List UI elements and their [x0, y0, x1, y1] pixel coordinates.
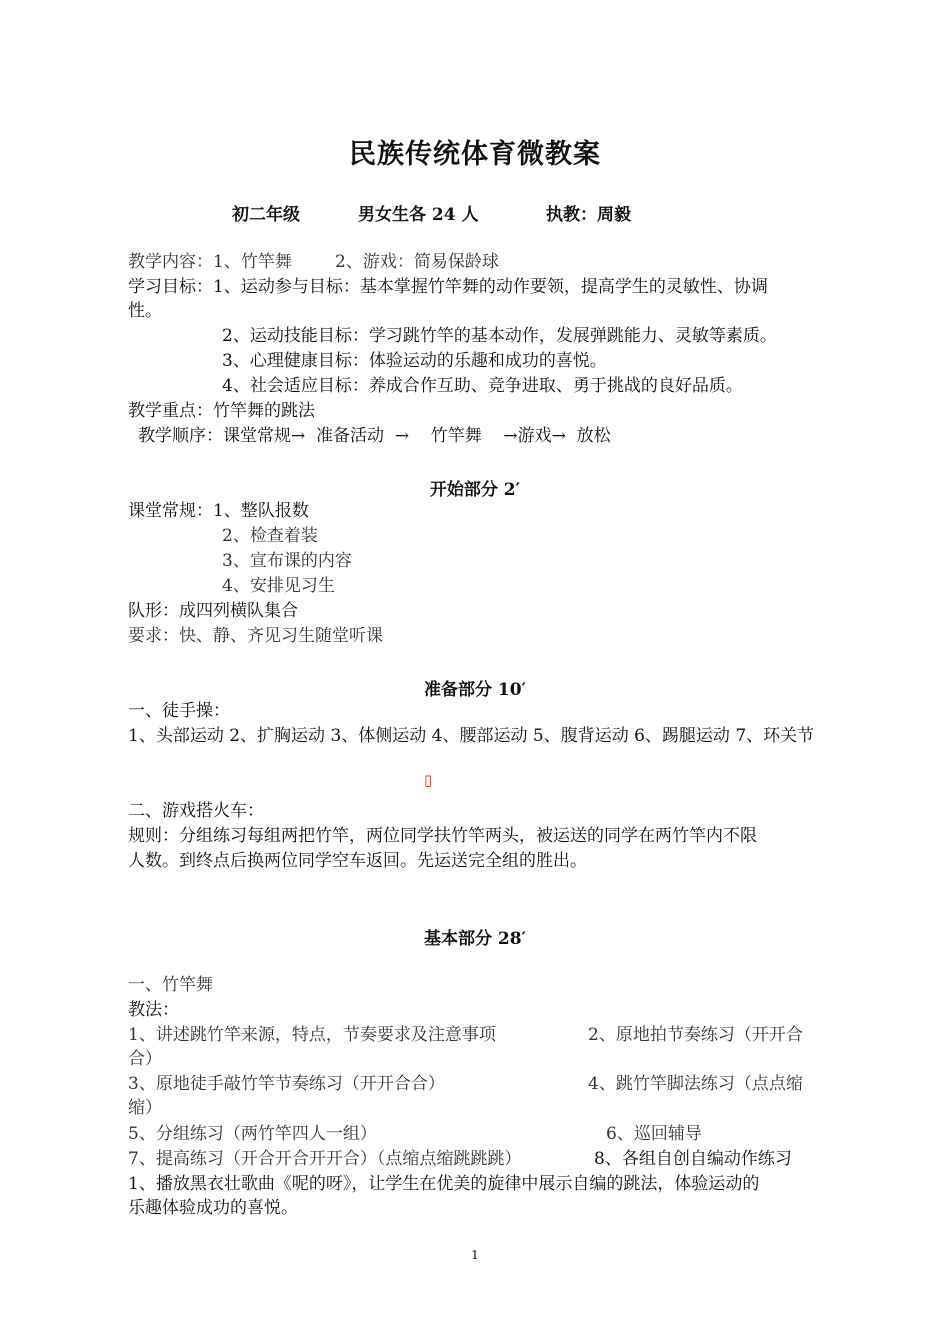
- method-item-8: 8、各组自创自编动作练习: [594, 1149, 792, 1169]
- routine-item-1: 课堂常规：1、整队报数: [128, 501, 309, 521]
- method-item-6: 6、巡回辅导: [606, 1124, 702, 1144]
- learning-goal-4: 4、社会适应目标：养成合作互助、竞争进取、勇于挑战的良好品质。: [222, 376, 743, 396]
- learning-goal-1: 学习目标：1、运动参与目标：基本掌握竹竿舞的动作要领，提高学生的灵敏性、协调: [128, 277, 768, 297]
- method-item-1: 1、讲述跳竹竿来源，特点，节奏要求及注意事项: [128, 1025, 496, 1045]
- teacher-label: 执教：周毅: [546, 205, 631, 225]
- teaching-content: 教学内容：1、竹竿舞 2、游戏：简易保龄球: [128, 252, 499, 272]
- method-item-2: 2、原地拍节奏练习（开开合: [588, 1025, 803, 1045]
- method-item-5: 5、分组练习（两竹竿四人一组）: [128, 1124, 377, 1144]
- document-title: 民族传统体育微教案: [349, 139, 601, 170]
- freehand-exercise-list: 1、头部运动 2、扩胸运动 3、体侧运动 4、腰部运动 5、腹背运动 6、踢腿运动 7、环关节: [128, 726, 815, 746]
- method-item-2-cont: 合）: [128, 1049, 162, 1069]
- train-game-rule-2: 人数。到终点后换两位同学空车返回。先运送完全组的胜出。: [128, 851, 587, 871]
- bamboo-dance-title: 一、竹竿舞: [128, 975, 213, 995]
- grade-label: 初二年级: [232, 205, 300, 225]
- start-section-heading: 开始部分 2′: [429, 480, 521, 500]
- requirement-text: 要求：快、静、齐见习生随堂听课: [128, 626, 383, 646]
- learning-goal-2: 2、运动技能目标：学习跳竹竿的基本动作，发展弹跳能力、灵敏等素质。: [222, 326, 777, 346]
- song-paragraph-line-2: 乐趣体验成功的喜悦。: [128, 1198, 298, 1218]
- train-game-title: 二、游戏搭火车：: [128, 801, 264, 821]
- page-number: 1: [471, 1248, 479, 1262]
- teaching-focus: 教学重点：竹竿舞的跳法: [128, 401, 315, 421]
- prep-section-heading: 准备部分 10′: [423, 680, 527, 700]
- learning-goal-3: 3、心理健康目标：体验运动的乐趣和成功的喜悦。: [222, 351, 607, 371]
- basic-section-heading: 基本部分 28′: [423, 929, 527, 949]
- method-item-4: 4、跳竹竿脚法练习（点点缩: [588, 1074, 803, 1094]
- missing-glyph-mark: ▯: [424, 771, 433, 789]
- routine-item-4: 4、安排见习生: [222, 576, 335, 596]
- routine-item-2: 2、检查着装: [222, 526, 318, 546]
- students-label: 男女生各 24 人: [358, 205, 479, 225]
- song-paragraph-line-1: 1、播放黑衣壮歌曲《呢的呀》，让学生在优美的旋律中展示自编的跳法，体验运动的: [128, 1174, 760, 1194]
- formation-text: 队形：成四列横队集合: [128, 601, 298, 621]
- freehand-exercise-title: 一、徒手操：: [128, 701, 230, 721]
- method-item-7: 7、提高练习（开合开合开开合）（点缩点缩跳跳跳）: [128, 1149, 522, 1169]
- routine-item-3: 3、宣布课的内容: [222, 551, 352, 571]
- method-item-3: 3、原地徒手敲竹竿节奏练习（开开合合）: [128, 1074, 445, 1094]
- learning-goal-1-cont: 性。: [128, 301, 162, 321]
- teaching-method-label: 教法：: [128, 1000, 179, 1020]
- teaching-order: 教学顺序：课堂常规→ 准备活动 → 竹竿舞 →游戏→ 放松: [138, 426, 611, 446]
- train-game-rule-1: 规则：分组练习每组两把竹竿，两位同学扶竹竿两头，被运送的同学在两竹竿内不限: [128, 826, 757, 846]
- method-item-4-cont: 缩）: [128, 1098, 162, 1118]
